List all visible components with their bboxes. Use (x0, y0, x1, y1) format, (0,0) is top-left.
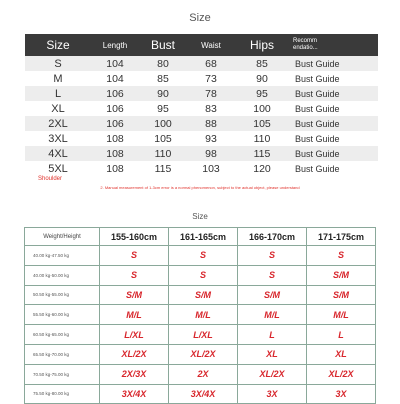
recommendation-row (25, 285, 376, 305)
size-row (25, 146, 378, 161)
height-header-3: 166-170cm (238, 228, 307, 246)
recommendation-row (25, 325, 376, 345)
waist-cell: 83 (187, 101, 235, 116)
weight-range-label: 60.50 kg-65.00 kg (25, 325, 100, 345)
recommended-size-cell: S (238, 265, 307, 285)
recommended-size-cell: S/M (169, 285, 238, 305)
size-cell: XL (25, 101, 91, 116)
recommended-size-cell: M/L (238, 305, 307, 325)
waist-cell: 78 (187, 86, 235, 101)
size-row (25, 131, 378, 146)
size-cell: M (25, 71, 91, 86)
recommended-size-cell: XL/2X (307, 364, 376, 384)
size-row (25, 56, 378, 71)
recommended-size-cell: M/L (169, 305, 238, 325)
bust-cell: 100 (139, 116, 187, 131)
recommendation-row (25, 265, 376, 285)
weight-height-header: Weight/Height (25, 228, 100, 246)
recommendation-row (25, 344, 376, 364)
height-header-1: 155-160cm (100, 228, 169, 246)
length-cell: 108 (91, 131, 139, 146)
waist-cell: 98 (187, 146, 235, 161)
measurement-note: 2. Manual measurement of 1-3cm error is a normal phenomenon, subject to the actual object, please understand (100, 185, 300, 190)
length-cell: 106 (91, 86, 139, 101)
size-cell: 2XL (25, 116, 91, 131)
size-row (25, 86, 378, 101)
recommendation-row (25, 305, 376, 325)
bust-cell: 95 (139, 101, 187, 116)
size-recommendation-table (24, 227, 376, 404)
recommended-size-cell: S (307, 246, 376, 266)
weight-range-label: 55.50 kg-60.00 kg (25, 305, 100, 325)
recommended-size-cell: S/M (307, 285, 376, 305)
height-header-2: 161-165cm (169, 228, 238, 246)
waist-cell: 73 (187, 71, 235, 86)
hips-cell: 95 (235, 86, 289, 101)
size-cell: L (25, 86, 91, 101)
size-table-header-row (25, 34, 378, 56)
bust-cell: 110 (139, 146, 187, 161)
recommendation-cell: Bust Guide (289, 146, 378, 161)
hips-cell: 85 (235, 56, 289, 71)
length-cell: 108 (91, 161, 139, 176)
weight-range-label: 50.50 kg-55.00 kg (25, 285, 100, 305)
col-header-size: Size (25, 34, 91, 56)
recommendation-cell: Bust Guide (289, 116, 378, 131)
height-header-4: 171-175cm (307, 228, 376, 246)
hips-cell: 110 (235, 131, 289, 146)
waist-cell: 93 (187, 131, 235, 146)
size-measurement-table (25, 34, 378, 176)
recommended-size-cell: L (307, 325, 376, 345)
bust-cell: 90 (139, 86, 187, 101)
recommendation-cell: Bust Guide (289, 101, 378, 116)
recommended-size-cell: 3X/4X (100, 384, 169, 404)
length-cell: 104 (91, 71, 139, 86)
weight-range-label: 75.50 kg-80.00 kg (25, 384, 100, 404)
shoulder-label: Shoulder (38, 176, 63, 182)
recommended-size-cell: XL/2X (238, 364, 307, 384)
recommended-size-cell: 3X (238, 384, 307, 404)
weight-range-label: 40.00 kg-50.00 kg (25, 265, 100, 285)
recommended-size-cell: S/M (100, 285, 169, 305)
recommended-size-cell: M/L (100, 305, 169, 325)
hips-cell: 115 (235, 146, 289, 161)
col-header-recommendation (289, 34, 378, 56)
recommendation-header-row (25, 228, 376, 246)
recommendation-cell: Bust Guide (289, 86, 378, 101)
hips-cell: 120 (235, 161, 289, 176)
weight-range-label: 65.50 kg-70.00 kg (25, 344, 100, 364)
length-cell: 106 (91, 116, 139, 131)
recommended-size-cell: L/XL (169, 325, 238, 345)
recommended-size-cell: S (100, 265, 169, 285)
recommendation-row (25, 364, 376, 384)
col-header-hips: Hips (235, 34, 289, 56)
waist-cell: 68 (187, 56, 235, 71)
length-cell: 104 (91, 56, 139, 71)
hips-cell: 105 (235, 116, 289, 131)
recommended-size-cell: 2X (169, 364, 238, 384)
bust-cell: 105 (139, 131, 187, 146)
recommended-size-cell: S (100, 246, 169, 266)
size-row (25, 116, 378, 131)
size-cell: S (25, 56, 91, 71)
recommended-size-cell: S (238, 246, 307, 266)
length-cell: 106 (91, 101, 139, 116)
hips-cell: 100 (235, 101, 289, 116)
recommendation-row (25, 384, 376, 404)
recommended-size-cell: XL/2X (100, 344, 169, 364)
recommended-size-cell: XL/2X (169, 344, 238, 364)
col-header-length: Length (91, 34, 139, 56)
size-row (25, 161, 378, 176)
weight-range-label: 70.50 kg-75.00 kg (25, 364, 100, 384)
weight-range-label: 40.00 kg-47.50 kg (25, 246, 100, 266)
recommended-size-cell: 3X (307, 384, 376, 404)
recommended-size-cell: XL (307, 344, 376, 364)
size-cell: 4XL (25, 146, 91, 161)
recommendation-row (25, 246, 376, 266)
recommended-size-cell: L/XL (100, 325, 169, 345)
recommended-size-cell: M/L (307, 305, 376, 325)
size-recommendation-title: Size (192, 212, 208, 221)
recommended-size-cell: XL (238, 344, 307, 364)
hips-cell: 90 (235, 71, 289, 86)
bust-cell: 85 (139, 71, 187, 86)
size-row (25, 71, 378, 86)
waist-cell: 88 (187, 116, 235, 131)
recommended-size-cell: L (238, 325, 307, 345)
size-chart-title: Size (189, 12, 211, 24)
col-header-waist: Waist (187, 34, 235, 56)
bust-cell: 80 (139, 56, 187, 71)
length-cell: 108 (91, 146, 139, 161)
size-row (25, 101, 378, 116)
recommendation-cell: Bust Guide (289, 161, 378, 176)
recommendation-cell: Bust Guide (289, 131, 378, 146)
recommended-size-cell: 3X/4X (169, 384, 238, 404)
recommendation-header-text: Recomm endatio... (293, 38, 318, 51)
recommended-size-cell: S (169, 246, 238, 266)
recommended-size-cell: S (169, 265, 238, 285)
recommended-size-cell: S/M (238, 285, 307, 305)
col-header-bust: Bust (139, 34, 187, 56)
bust-cell: 115 (139, 161, 187, 176)
size-cell: 3XL (25, 131, 91, 146)
recommended-size-cell: 2X/3X (100, 364, 169, 384)
recommendation-cell: Bust Guide (289, 56, 378, 71)
size-cell: 5XL (25, 161, 91, 176)
recommendation-cell: Bust Guide (289, 71, 378, 86)
recommended-size-cell: S/M (307, 265, 376, 285)
waist-cell: 103 (187, 161, 235, 176)
